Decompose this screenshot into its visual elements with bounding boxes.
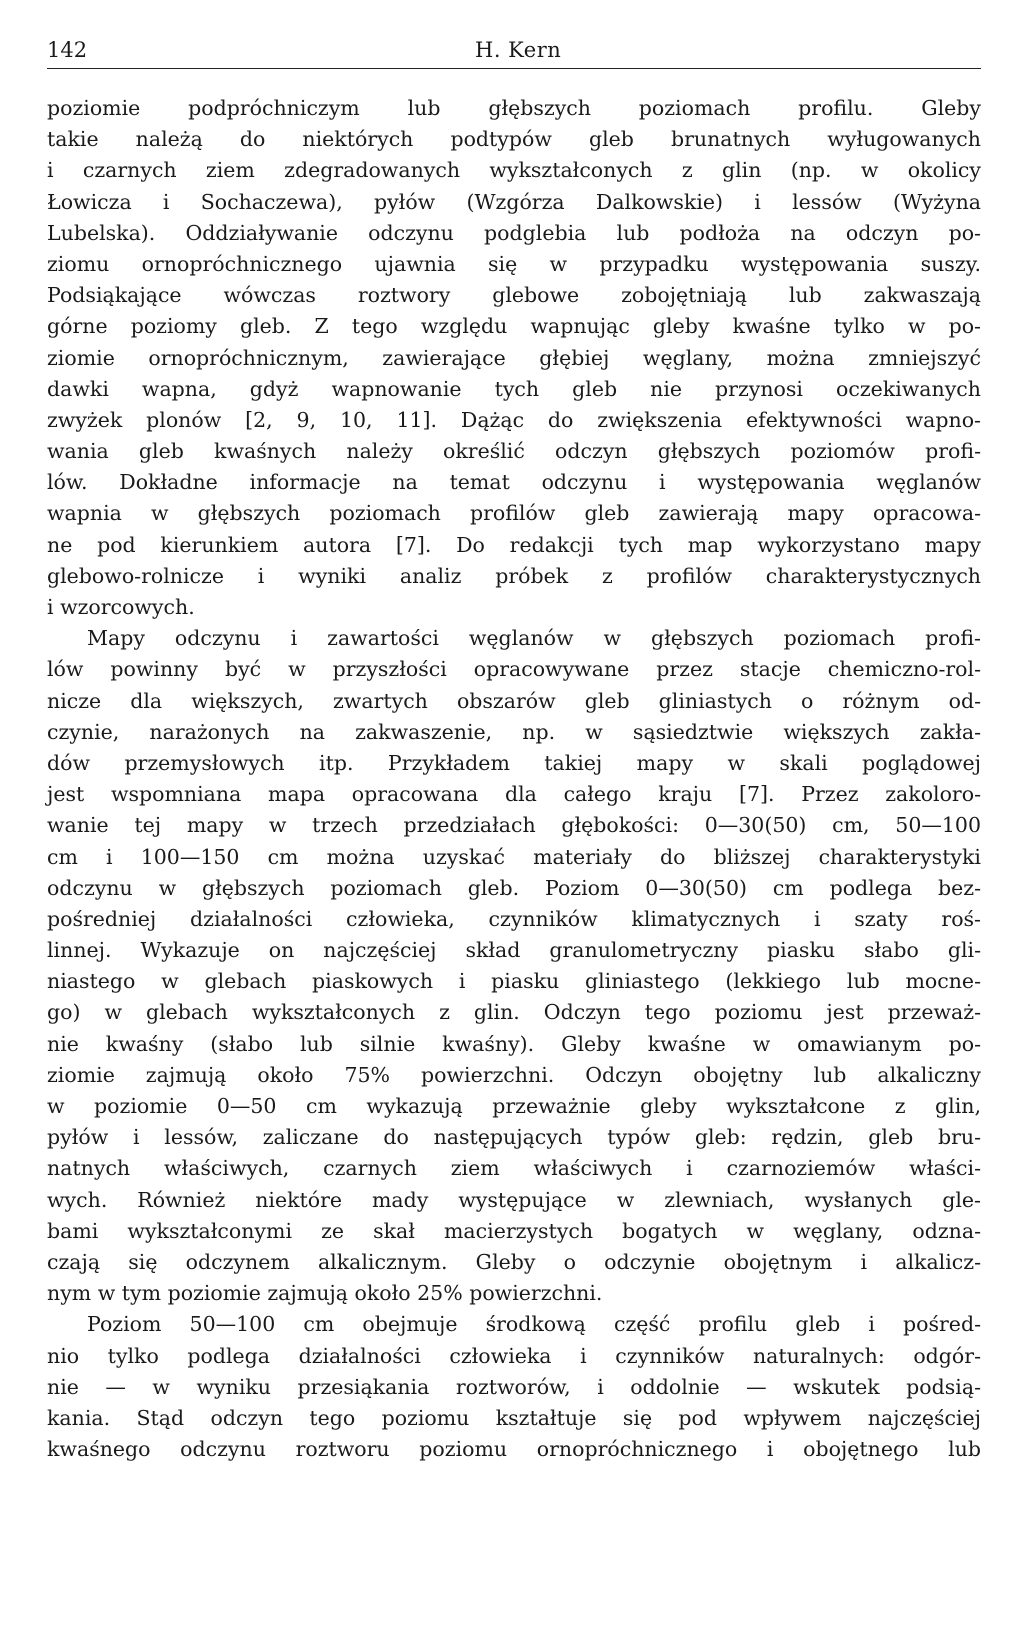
text-line: odczynu w głębszych poziomach gleb. Poziom 0—30(50) cm podlega bez- [47,875,981,900]
text-line: dawki wapna, gdyż wapnowanie tych gleb nie przynosi oczekiwanych [47,376,981,401]
page-header [47,36,981,70]
text-line: takie należą do niektórych podtypów gleb brunatnych wyługowanych [47,127,981,152]
text-line: linnej. Wykazuje on najczęściej skład granulometryczny piasku słabo gli- [47,938,981,963]
text-line: nie kwaśny (słabo lub silnie kwaśny). Gleby kwaśne w omawianym po- [47,1031,981,1056]
text-line: wapnia w głębszych poziomach profilów gleb zawierają mapy opracowa- [47,501,981,526]
text-line: zwyżek plonów [2, 9, 10, 11]. Dążąc do zwiększenia efektywności wapno- [47,407,981,432]
text-line: poziomie podpróchniczym lub głębszych poziomach profilu. Gleby [47,96,981,120]
text-line: nicze dla większych, zwartych obszarów gleb gliniastych o różnym od- [47,688,981,713]
page-number: 142 [47,38,88,62]
text-line: w poziomie 0—50 cm wykazują przeważnie gleby wykształcone z glin, [47,1094,981,1118]
text-line: Mapy odczynu i zawartości węglanów w głębszych poziomach profi- [87,626,981,651]
text-line: wania gleb kwaśnych należy określić odczyn głębszych poziomów profi- [47,439,981,464]
text-line: pyłów i lessów, zaliczane do następujących typów gleb: rędzin, gleb bru- [47,1125,981,1150]
text-line: i czarnych ziem zdegradowanych wykształconych z glin (np. w okolicy [47,158,981,183]
text-line: wych. Również niektóre mady występujące w zlewniach, wysłanych gle- [47,1187,981,1212]
text-line: Lubelska). Oddziaływanie odczynu podglebia lub podłoża na odczyn po- [47,220,981,245]
text-line: dów przemysłowych itp. Przykładem takiej mapy w skali poglądowej [47,750,981,775]
text-line: lów. Dokładne informacje na temat odczynu i występowania węglanów [47,470,981,495]
text-line: czają się odczynem alkalicznym. Gleby o odczynie obojętnym i alkalicz- [47,1249,981,1274]
text-line: czynie, narażonych na zakwaszenie, np. w sąsiedztwie większych zakła- [47,719,981,744]
paragraph [47,1309,981,1465]
header-rule [47,68,981,69]
text-line: nym w tym poziomie zajmują około 25% powierzchni. [47,1281,603,1306]
text-line: ziomie zajmują około 75% powierzchni. Odczyn obojętny lub alkaliczny [47,1062,981,1087]
text-line: ne pod kierunkiem autora [7]. Do redakcji tych map wykorzystano mapy [47,532,981,557]
text-line: glebowo-rolnicze i wyniki analiz próbek z profilów charakterystycznych [47,563,981,588]
text-line: nio tylko podlega działalności człowieka i czynników naturalnych: odgór- [47,1343,981,1368]
text-line: nie — w wyniku przesiąkania roztworów, i oddolnie — wskutek podsią- [47,1374,981,1399]
text-line: Łowicza i Sochaczewa), pyłów (Wzgórza Dalkowskie) i lessów (Wyżyna [47,189,981,214]
text-line: wanie tej mapy w trzech przedziałach głębokości: 0—30(50) cm, 50—100 [47,813,981,838]
text-line: i wzorcowych. [47,595,195,619]
running-head-author: H. Kern [475,38,562,62]
body-text [47,93,981,1465]
text-line: ziomu ornopróchnicznego ujawnia się w przypadku występowania suszy. [47,251,981,276]
text-line: Poziom 50—100 cm obejmuje środkową część profilu gleb i pośred- [87,1312,981,1337]
text-line: go) w glebach wykształconych z glin. Odczyn tego poziomu jest przeważ- [47,1000,981,1025]
paragraph [47,623,981,1309]
text-line: Podsiąkające wówczas roztwory glebowe zobojętniają lub zakwaszają [47,283,981,308]
text-line: górne poziomy gleb. Z tego względu wapnując gleby kwaśne tylko w po- [47,314,981,339]
text-line: kwaśnego odczynu roztworu poziomu ornopróchnicznego i obojętnego lub [47,1437,981,1462]
text-line: pośredniej działalności człowieka, czynników klimatycznych i szaty roś- [47,906,981,931]
text-line: ziomie ornopróchnicznym, zawierające głębiej węglany, można zmniejszyć [47,345,981,370]
paragraph [47,93,981,623]
text-line: lów powinny być w przyszłości opracowywane przez stacje chemiczno-rol- [47,657,981,682]
text-line: natnych właściwych, czarnych ziem właściwych i czarnoziemów właści- [47,1156,981,1181]
text-line: jest wspomniana mapa opracowana dla całego kraju [7]. Przez zakoloro- [47,782,981,807]
text-line: bami wykształconymi ze skał macierzystych bogatych w węglany, odzna- [47,1218,981,1243]
text-line: kania. Stąd odczyn tego poziomu kształtuje się pod wpływem najczęściej [47,1405,981,1430]
text-line: cm i 100—150 cm można uzyskać materiały do bliższej charakterystyki [47,844,981,869]
text-line: niastego w glebach piaskowych i piasku gliniastego (lekkiego lub mocne- [47,969,981,994]
